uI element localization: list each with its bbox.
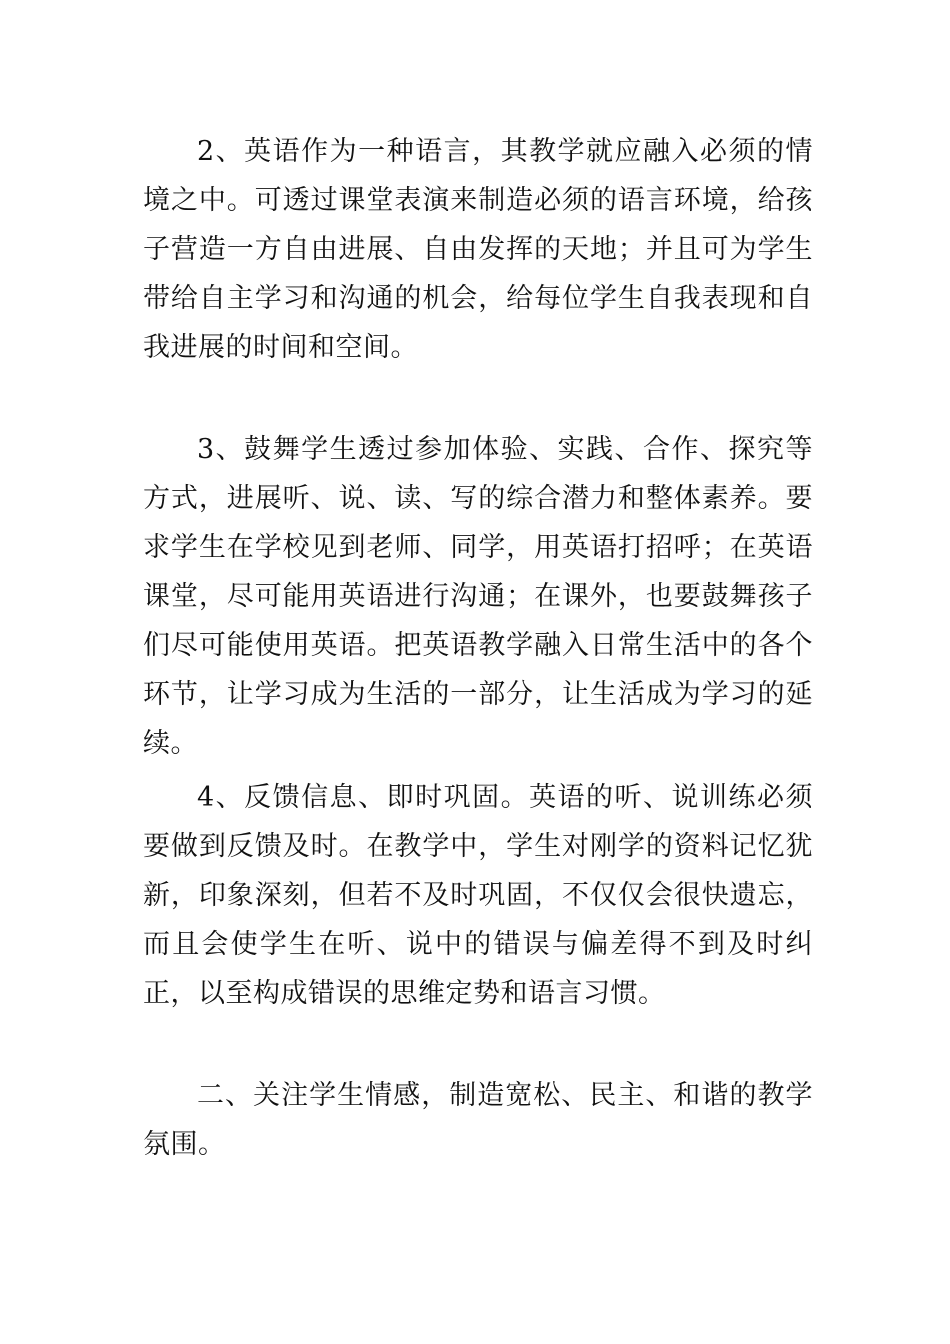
paragraph-item-2: 2、英语作为一种语言，其教学就应融入必须的情境之中。可透过课堂表演来制造必须的语言环境，给孩子营造一方自由进展、自由发挥的天地；并且可为学生带给自主学习和沟通的机会，给每位学生自我表现和自我进展的时间和空间。	[143, 136, 813, 363]
section-heading-2: 二、关注学生情感，制造宽松、民主、和谐的教学氛围。	[143, 1080, 813, 1160]
paragraph-item-3: 3、鼓舞学生透过参加体验、实践、合作、探究等方式，进展听、说、读、写的综合潜力和整体素养。要求学生在学校见到老师、同学，用英语打招呼；在英语课堂，尽可能用英语进行沟通；在课外，也要鼓舞孩子们尽可能使用英语。把英语教学融入日常生活中的各个环节，让学习成为生活的一部分，让生活成为学习的延续。	[143, 434, 813, 759]
paragraph-item-4: 4、反馈信息、即时巩固。英语的听、说训练必须要做到反馈及时。在教学中，学生对刚学的资料记忆犹新，印象深刻，但若不及时巩固，不仅仅会很快遗忘，而且会使学生在听、说中的错误与偏差得不到及时纠正，以至构成错误的思维定势和语言习惯。	[143, 782, 813, 1009]
